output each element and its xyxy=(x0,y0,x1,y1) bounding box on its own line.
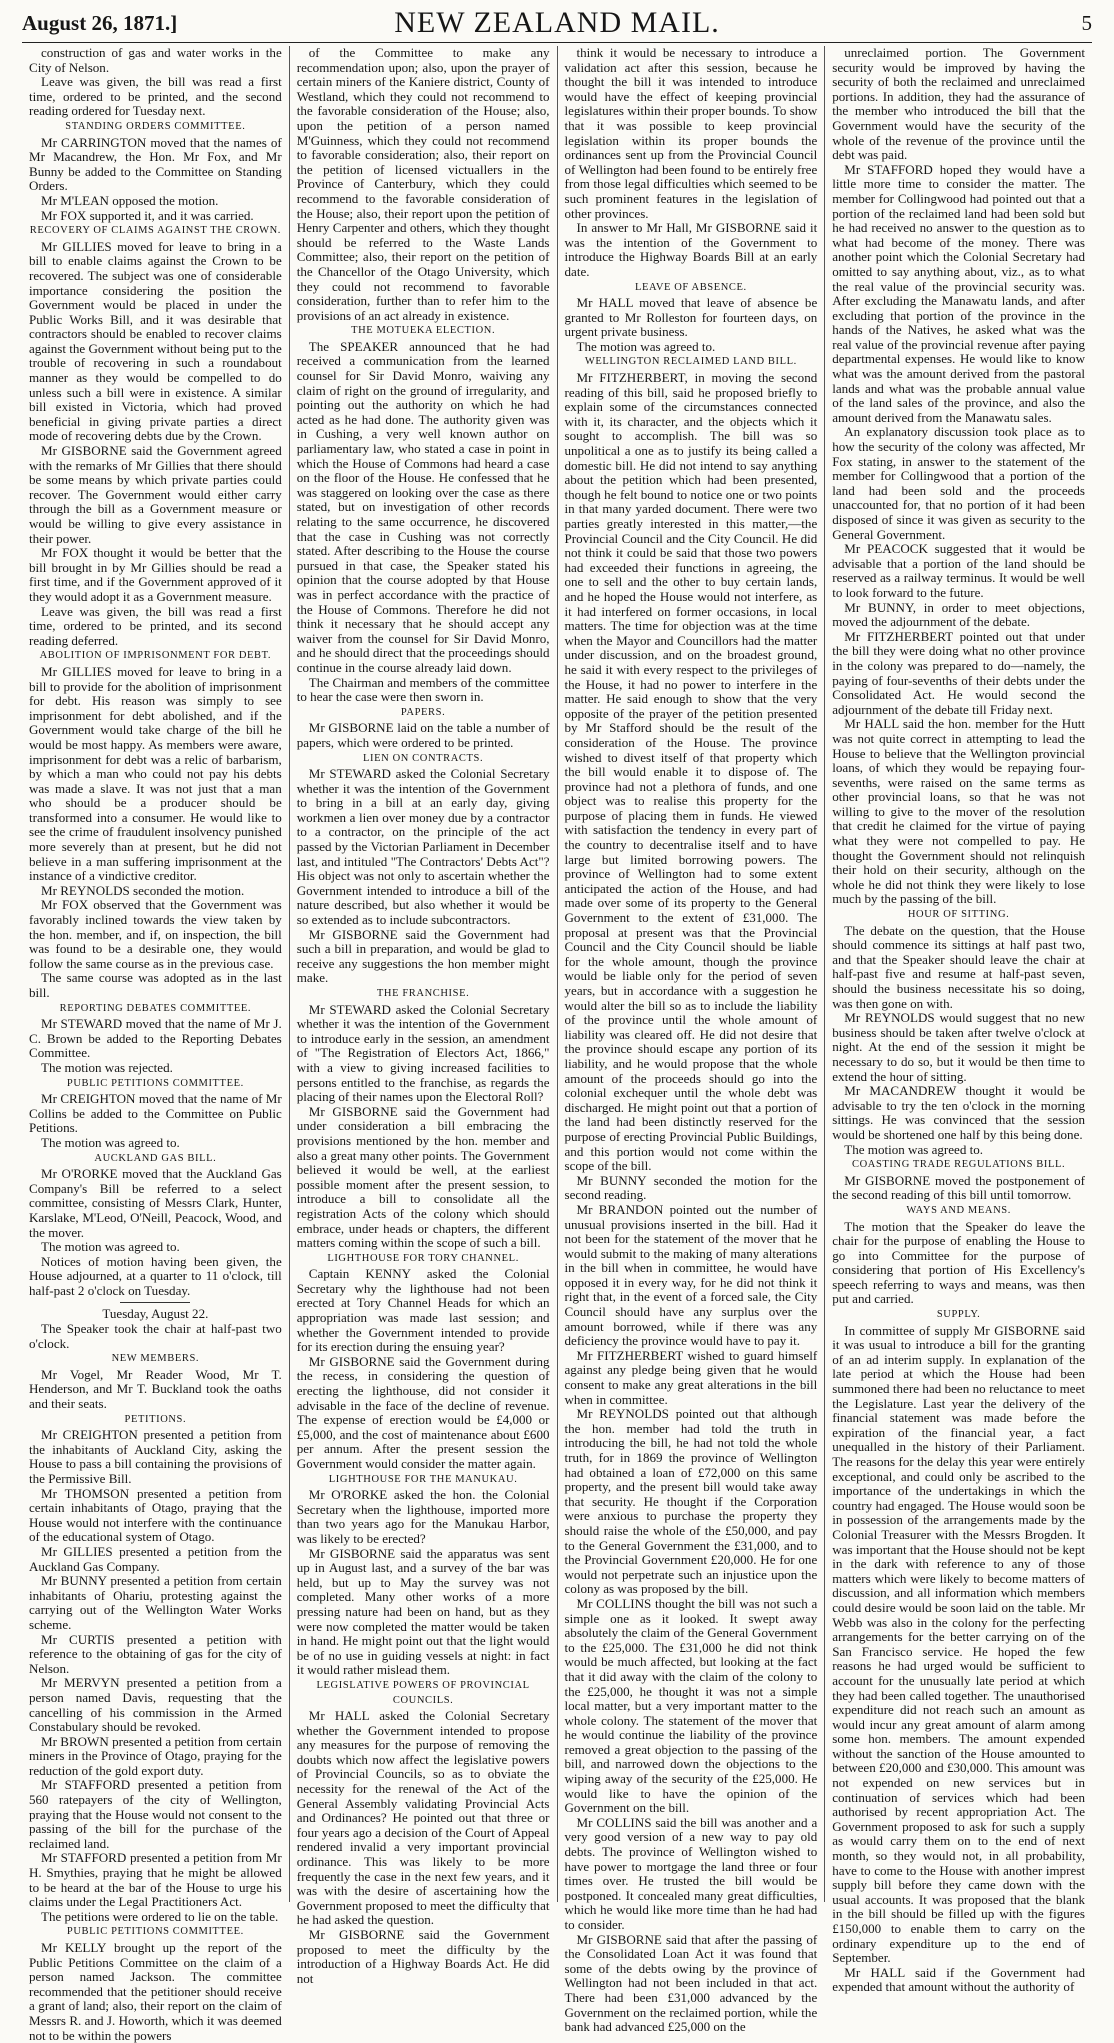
paragraph: Leave was given, the bill was read a first time, ordered to be printed, and the second reading ordered for Tuesday next. xyxy=(29,74,282,119)
paragraph: Mr STAFFORD presented a petition from 560 ratepayers of the city of Wellington, praying that the House would not consent to the passing of the bill for the purchase of the reclaimed land. xyxy=(29,1777,282,1851)
paragraph: Mr HALL said the hon. member for the Hutt was not quite correct in attempting to lead the House to believe that the Wellington provincial loans, of which they would be repaying four-sevenths, were raised on the same terms as other provincial loans, so that he was not willing to give to the mover of the resolution that credit he claimed for the virtue of paying what they were not compelled to pay. He thought the Government should not relinquish their hold on their security, although on the whole he did not think they were likely to lose much by the passing of the bill. xyxy=(832,716,1085,907)
paragraph: Mr MACANDREW thought it would be advisable to try the ten o'clock in the morning sittings. He was convinced that the session would be shortened one half by this being done. xyxy=(832,1083,1085,1142)
section-heading: LIGHTHOUSE FOR THE MANUKAU. xyxy=(328,1473,518,1485)
paragraph: Mr HALL moved that leave of absence be granted to Mr Rolleston for fourteen days, on urgent private business. xyxy=(564,295,818,340)
paragraph: Mr CARRINGTON moved that the names of Mr Macandrew, the Hon. Mr Fox, and Mr Bunny be added to the Committee on Standing Orders. xyxy=(29,134,282,194)
section-heading: LIGHTHOUSE FOR TORY CHANNEL. xyxy=(327,1252,519,1264)
section-heading: PETITIONS. xyxy=(124,1413,187,1425)
paragraph: Mr BRANDON pointed out the number of unusual provisions inserted in the bill. Had it not been for the statement of the mover that he would submit to the making of many alterations in the bill when in committee, he would have opposed it in every way, for he did not think it right that, in the event of a forced sale, the City Council should have any surplus over the amount borrowed, while if there was any deficiency the province would have to pay it. xyxy=(564,1201,818,1349)
paragraph: Mr BROWN presented a petition from certain miners in the Province of Otago, praying for the reduction of the gold export duty. xyxy=(29,1733,282,1778)
paragraph: Mr PEACOCK suggested that it would be advisable that a portion of the land should be reserved as a railway terminus. It would be well to look forward to the future. xyxy=(832,541,1085,600)
paragraph: Mr REYNOLDS would suggest that no new business should be taken after twelve o'clock at night. At the end of the session it might be necessary to do so, but it would be then time to extend the hour of sitting. xyxy=(832,1010,1085,1084)
paragraph: Mr CURTIS presented a petition with reference to the obtaining of gas for the city of Nelson. xyxy=(29,1631,282,1676)
paragraph: Mr CREIGHTON presented a petition from the inhabitants of Auckland City, asking the House to pass a bill containing the provisions of the Permissive Bill. xyxy=(29,1427,282,1486)
paragraph: Mr GISBORNE said the Government agreed with the remarks of Mr Gillies that there should be some means by which private parties could recover. The Government would either carry through the bill as a Government measure or would be willing to give every assistance in their power. xyxy=(29,443,282,546)
section-heading: PAPERS. xyxy=(400,706,446,718)
paragraph: Mr BUNNY presented a petition from certain inhabitants of Ohariu, protesting against the carrying out of the Wellington Water Works scheme. xyxy=(29,1573,282,1632)
paragraph: Mr FITZHERBERT wished to guard himself against any pledge being given that he would consent to make any great alterations in the bill when in committee. xyxy=(564,1347,818,1407)
column-3 xyxy=(558,45,826,2035)
paragraph: Mr GISBORNE said the Government had such a bill in preparation, and would be glad to receive any suggestions the hon member might make. xyxy=(296,926,550,986)
section-heading: RECOVERY OF CLAIMS AGAINST THE CROWN. xyxy=(29,225,282,237)
paragraph: construction of gas and water works in the City of Nelson. xyxy=(29,45,282,75)
paragraph: Mr BUNNY seconded the motion for the second reading. xyxy=(564,1172,818,1203)
paragraph: An explanatory discussion took place as to how the security of the colony was affected, Mr Fox stating, in answer to the statement of the member for Collingwood that a portion of the land had been sold and the proceeds unaccounted for, that no portion of it had been disposed of since it was given as security to the General Government. xyxy=(832,424,1085,542)
issue-date: August 26, 1871.] xyxy=(22,10,178,35)
masthead xyxy=(22,4,1092,43)
section-heading: WAYS AND MEANS. xyxy=(906,1204,1011,1216)
paragraph: think it would be necessary to introduce a validation act after this session, because he thought the bill it was intended to introduce would have the effect of keeping provincial legislatures within their proper bounds. To show that it was possible to keep provincial legislation within its proper bounds the ordinances sent up from the Provincial Council of Wellington had been found to be entirely free from those legal difficulties which seemed to be such prominent features in the legislation of other provinces. xyxy=(564,45,818,221)
paragraph: The Speaker took the chair at half-past two o'clock. xyxy=(29,1321,282,1351)
column-4 xyxy=(825,45,1092,1995)
section-heading: LIEN ON CONTRACTS. xyxy=(363,752,484,764)
section-heading: LEGISLATIVE POWERS OF PROVINCIAL COUNCILS. xyxy=(316,1679,530,1706)
column-2 xyxy=(290,45,558,1986)
paragraph: The motion was agreed to. xyxy=(844,1141,984,1157)
paragraph: Mr STEWARD moved that the name of Mr J. C. Brown be added to the Reporting Debates Committee. xyxy=(29,1016,282,1061)
paragraph: Mr GISBORNE said the Government had under consideration a bill embracing the provisions mentioned by the hon. member and also a great many other points. The Government believed it would be well, at the earliest possible moment after the present session, to introduce a bill to consolidate all the registration Acts of the colony which should embrace, under heads or chapters, the different matters coming within the scope of such a bill. xyxy=(296,1103,550,1251)
section-heading: ABOLITION OF IMPRISONMENT FOR DEBT. xyxy=(39,650,272,662)
paragraph: Mr M'LEAN opposed the motion. xyxy=(41,192,219,208)
page-number: 5 xyxy=(1081,10,1092,35)
paragraph: Mr GILLIES moved for leave to bring in a bill to provide for the abolition of imprisonment for debt. His reason was simply to see imprisonment for debt abolished, and if the Government would take charge of the bill he would be most happy. As members were aware, imprisonment for debt was a relic of barbarism, by which a man who could not pay his debts was made a slave. It was not just that a man who should be a producer should be transformed into a consumer. He would like to see the crime of fraudulent insolvency punished more severely than at present, but he did not believe in a man suffering imprisonment at the instance of a vindictive creditor. xyxy=(29,663,282,884)
section-heading: WELLINGTON RECLAIMED LAND BILL. xyxy=(584,356,797,368)
paragraph: Leave was given, the bill was read a first time, ordered to be printed, and its second reading deferred. xyxy=(29,603,282,648)
paragraph: unreclaimed portion. The Government security would be improved by having the security of both the reclaimed and unreclaimed portions. In addition, they had the assurance of the member who introduced the bill that the Government would have the security of the whole of the revenue of the province until the debt was paid. xyxy=(832,45,1085,163)
section-rule xyxy=(120,1302,190,1303)
paragraph: Mr STEWARD asked the Colonial Secretary whether it was the intention of the Government to introduce early in the session, an amendment of "The Registration of Electors Act, 1866," with a view to giving increased facilities to persons entitled to the franchise, as regards the placing of their names upon the Electoral Roll? xyxy=(296,1001,550,1105)
paragraph: Mr REYNOLDS seconded the motion. xyxy=(41,882,245,898)
paragraph: Mr GISBORNE said the apparatus was sent up in August last, and a survey of the bar was held, but up to May the survey was not completed. Many other works of a more pressing nature had been on hand, but as they were now completed the matter would be taken in hand. He might point out that the light would be of no use in guiding vessels at night: in fact it would rather mislead them. xyxy=(296,1545,550,1678)
paragraph: Mr REYNOLDS pointed out that although the hon. member had told the truth in introducing the bill, he had not told the whole truth, for in 1869 the province of Wellington had obtained a loan of £72,000 on this same property, and the present bill would take away that security. He thought if the Corporation were anxious to purchase the property they should raise the whole of the £50,000, and pay to the General Government the £31,000, and to the Provincial Government £20,000. He for one would not perpetrate such an injustice upon the colony as was proposed by the bill. xyxy=(564,1406,818,1597)
section-heading: SUPPLY. xyxy=(936,1309,981,1321)
paragraph: Mr HALL asked the Colonial Secretary whether the Government intended to propose any measures for the purpose of removing the doubts which now affect the legislative powers of Provincial Councils, so as to obviate the necessity for the renewal of the Act of the General Assembly validating Provincial Acts and Ordinances? He pointed out that three or four years ago a decision of the Court of Appeal rendered invalid a very important provincial ordinance. This was likely to be more frequently the case in the next few years, and it was with the desire of ascertaining how the Government proposed to meet the difficulty that he had asked the question. xyxy=(296,1708,550,1928)
paragraph: Mr FOX supported it, and it was carried. xyxy=(41,207,254,223)
paragraph: Mr GILLIES presented a petition from the Auckland Gas Company. xyxy=(29,1543,282,1574)
paragraph: Mr Vogel, Mr Reader Wood, Mr T. Henderson, and Mr T. Buckland took the oaths and their seats. xyxy=(29,1366,282,1412)
paragraph: Mr GISBORNE said that after the passing of the Consolidated Loan Act it was found that some of the debts owing by the province of Wellington had not been included in that act. There had been £31,000 advanced by the Government on the reclaimed portion, while the bank had advanced £25,000 on the xyxy=(564,1931,818,2035)
paragraph: Mr FITZHERBERT pointed out that under the bill they were doing what no other province in the colony was prepared to do—namely, the paying of four-sevenths of their debts under the Consolidated Act. He would second the adjournment of the debate till Friday next. xyxy=(832,628,1085,717)
section-heading: STANDING ORDERS COMMITTEE. xyxy=(65,120,246,132)
section-heading: NEW MEMBERS. xyxy=(111,1353,200,1365)
paragraph: Mr BUNNY, in order to meet objections, moved the adjournment of the debate. xyxy=(832,599,1085,630)
paragraph: Captain KENNY asked the Colonial Secretary why the lighthouse had not been erected at Tory Channel Heads for which an appropriation was made last session; and whether the Government intended to provide for its erection during the ensuing year? xyxy=(296,1266,550,1355)
paragraph: The Chairman and members of the committee to hear the case were then sworn in. xyxy=(296,674,550,705)
section-heading: COASTING TRADE REGULATIONS BILL. xyxy=(852,1159,1066,1171)
paragraph: Mr GILLIES moved for leave to bring in a bill to enable claims against the Crown to be recovered. The subject was one of considerable importance considering the position the Government would be placed in under the Public Works Bill, and it was desirable that contractors should be enabled to recover claims against the Government without being put to the trouble of recovering in such a roundabout manner as they would be compelled to do unless such a bill were in existence. A similar bill existed in Victoria, which had proved beneficial in giving private parties a direct mode of recovering debts due by the Crown. xyxy=(29,238,282,444)
section-heading: PUBLIC PETITIONS COMMITTEE. xyxy=(66,1077,244,1089)
paragraph: Mr FOX thought it would be better that the bill brought in by Mr Gillies should be read a first time, and if the Government approved of it they would adopt it as a Government measure. xyxy=(29,545,282,604)
paragraph: In committee of supply Mr GISBORNE said it was usual to introduce a bill for the granting of an ad interim supply. In explanation of the late period at which the House had been summoned there had been no reluctance to meet the Legislature. Last year the delivery of the financial statement was made before the expiration of the financial year, a fact unequalled in the history of their Parliament. The reasons for the delay this year were entirely exceptional, and could only be ascribed to the importance of the undertakings in which the country had engaged. The House would soon be in possession of the arrangements made by the Colonial Treasurer with the Messrs Brogden. It was important that the House should not be kept in the dark with reference to any of those matters which were likely to become matters of discussion, and all information which members could desire would be soon laid on the table. Mr Webb was also in the colony for the perfecting arrangements for the better carrying on of the San Francisco service. He hoped the few reasons he had urged would be sufficient to account for the unusually late period at which they had been called together. The unauthorised expenditure did not reach such an amount as would incur any great amount of alarm among some hon. members. The amount expended without the sanction of the House amounted to between £20,000 and £30,000. This amount was not expended on new services but in continuation of services which had been authorised by recent appropriation Act. The Government proposed to ask for such a supply as would carry them on to the end of next month, so they would not, in all probability, have to come to the House with another imprest supply bill before they came down with the usual accounts. It was proposed that the blank in the bill should be filled up with the figures £150,000 to enable them to carry on the ordinary expenditure up to the end of September. xyxy=(832,1322,1085,1966)
paragraph: Mr CREIGHTON moved that the name of Mr Collins be added to the Committee on Public Petitions. xyxy=(29,1091,282,1136)
paragraph: Mr O'RORKE asked the hon. the Colonial Secretary when the lighthouse, imported more than two years ago for the Manukau Harbor, was likely to be erected? xyxy=(296,1487,550,1546)
article-columns xyxy=(22,45,1092,2043)
paragraph: In answer to Mr Hall, Mr GISBORNE said it was the intention of the Government to introduce the Highway Boards Bill at an early date. xyxy=(564,220,818,279)
paragraph: Mr COLLINS thought the bill was not such a simple one as it looked. It swept away absolutely the claim of the General Government to the £25,000. The £31,000 he did not think would be much affected, but looking at the fact that it did away with the claim of the colony to the £25,000, he thought it was not a simple local matter, but a very important matter to the whole colony. The statement of the mover that he would continue the liability of the province removed a great objection to the passing of the bill, and narrowed down the objections to the wiping away of the security of the £25,000. He would like to have the opinion of the Government on the bill. xyxy=(564,1595,818,1816)
section-heading: AUCKLAND GAS BILL. xyxy=(94,1152,217,1164)
section-heading: THE FRANCHISE. xyxy=(376,988,470,999)
paragraph: Mr COLLINS said the bill was another and a very good version of a new way to pay old debts. The province of Wellington wished to have power to mortgage the land three or four times over. He trusted the bill would be postponed. It concealed many great difficulties, which he would like more time than he had had to consider. xyxy=(564,1814,818,1932)
paragraph: Mr GISBORNE moved the postponement of the second reading of this bill until tomorrow. xyxy=(832,1172,1085,1203)
paragraph: Mr STAFFORD presented a petition from Mr H. Smythies, praying that he might be allowed to be heard at the bar of the House to urge his claims under the Legal Practitioners Act. xyxy=(29,1850,282,1910)
paragraph: Mr GISBORNE laid on the table a number of papers, which were ordered to be printed. xyxy=(296,720,550,750)
paragraph: Mr FOX observed that the Government was favorably inclined towards the view taken by the hon. member, and if, on inspection, the bill was found to be a desirable one, they would follow the same course as in the previous case. xyxy=(29,897,282,971)
paragraph: Mr GISBORNE said the Government during the recess, in considering the question of erecting the lighthouse, did not consider it advisable in the face of the decline of revenue. The expense of erection would be £4,000 or £5,000, and the cost of maintenance about £600 per annum. After the present session the Government would consider the matter again. xyxy=(296,1353,550,1471)
paragraph: The motion was agreed to. xyxy=(41,1239,180,1255)
paragraph: The SPEAKER announced that he had received a communication from the learned counsel for Sir David Monro, waiving any claim of right on the ground of irregularity, and pointing out the authority on which he had acted as he had done. The authority given was in Cushing, a very well known author on parliamentary law, who stated a case in point in which the House of Commons had heard a case on the floor of the House. He confessed that he was staggered on looking over the case as there stated, but on investigation of other records relating to the same occurrence, he discovered that the case in Cushing was not correctly stated. After describing to the House the course pursued in that case, the Speaker stated his opinion that the course adopted by that House was in perfect accordance with the practice of the House of Commons. Therefore he did not think it necessary that he should accept any waiver from the counsel for Sir David Monro, and he should direct that the proceedings should continue in the course already laid down. xyxy=(296,338,550,675)
section-heading: PUBLIC PETITIONS COMMITTEE. xyxy=(66,1926,244,1938)
paragraph: Mr O'RORKE moved that the Auckland Gas Company's Bill be referred to a select committee, consisting of Messrs Clark, Hunter, Karslake, M'Leod, O'Neill, Peacock, Wood, and the mover. xyxy=(29,1166,282,1240)
paragraph: The motion that the Speaker do leave the chair for the purpose of enabling the House to go into Committee for the purpose of considering that portion of His Excellency's speech referring to ways and means, was then put and carried. xyxy=(832,1218,1085,1307)
sitting-date: Tuesday, August 22. xyxy=(102,1306,209,1322)
paragraph: Mr STEWARD asked the Colonial Secretary whether it was the intention of the Government to bring in a bill at an early day, giving workmen a lien over money due by a contractor to a contractor, on the principle of the act passed by the Victorian Parliament in December last, and intituled "The Contractors' Debts Act"? His object was not only to ascertain whether the Government intended to introduce a bill of the nature described, but also whether it would be so extended as to include subcontractors. xyxy=(296,766,550,928)
paragraph: The motion was agreed to. xyxy=(41,1134,180,1150)
section-heading: THE MOTUEKA ELECTION. xyxy=(351,325,496,337)
paragraph: Mr MERVYN presented a petition from a person named Davis, requesting that the cancelling of his commission in the Armed Constabulary should be revoked. xyxy=(29,1675,282,1735)
newspaper-title: NEW ZEALAND MAIL. xyxy=(394,6,720,39)
paragraph: The debate on the question, that the House should commence its sittings at half past two, and that the Speaker should leave the chair at half-past five and resume at half-past seven, should the business necessitate his so doing, was then gone on with. xyxy=(832,922,1085,1011)
section-heading: HOUR OF SITTING. xyxy=(907,909,1010,921)
paragraph: Mr KELLY brought up the report of the Public Petitions Committee on the claim of a person named Jackson. The committee recommended that the petitioner should receive a grant of land; also, their report on the claim of Messrs R. and J. Howorth, which it was deemed not to be within the powers xyxy=(29,1940,282,2043)
paragraph: The petitions were ordered to lie on the table. xyxy=(41,1908,279,1924)
paragraph: Mr FITZHERBERT, in moving the second reading of this bill, said he proposed briefly to explain some of the circumstances connected with it, its character, and the objects which it sought to accomplish. The bill was so unpolitical a one as to justify its being called a domestic bill. He did not intend to say anything about the petition which had been presented, though he felt bound to notice one or two points in that many yarded document. There were two parties greatly interested in this matter,—the Provincial Council and the City Council. He did not think it could be said that those two powers had exceeded their functions in agreeing, the one to sell and the other to buy certain lands, and he hoped the House would not interfere, as it had interfered on former occasions, in local matters. The time for objection was at the time when the Mayor and Councillors had the matter under discussion, and on the broadest ground, he said it with every respect to the privileges of the House, it had no power to interfere in the matter. He said enough to show that the very opposite of the prayer of the petition presented by Mr Stafford should be the result of the consideration of the House. The province wished to divest itself of that property which the bill would enable it to dispose of. The province had not a plethora of funds, and one object was to realise this property for the purpose of placing them in funds. He viewed with satisfaction the tendency in every part of the country to decentralise itself and to have large but limited borrowing powers. The province of Wellington had to some extent anticipated the action of the House, and had made over some of its property to the General Government to the extent of £31,000. The proposal at present was that the Provincial Council and the City Council should be liable for the whole amount, though the province would be liable only for the period of seven years, but in accordance with a suggestion he would alter the bill so as to include the liability of the province until the whole amount of liability was cleared off. He did not desire that the province should escape any portion of its liability, and he would propose that the whole amount of the proceeds should go into the colonial exchequer until the whole debt was discharged. He might point out that a portion of the land had been distinctly reserved for the purpose of erecting Provincial Public Buildings, and this portion would not come within the scope of the bill. xyxy=(564,370,818,1174)
paragraph: Mr STAFFORD hoped they would have a little more time to consider the matter. The member for Collingwood had pointed out that a portion of the reclaimed land had been sold but he had received no answer to the question as to what had become of the money. There was another point which the Colonial Secretary had omitted to say anything about, viz., as to what the real value of the provincial security was. After excluding the Manawatu lands, and after excluding that portion of the province in the hands of the Natives, he asked what was the real value of the provincial revenue after paying departmental expenses. He would like to know what was the amount derived from the pastoral lands and what was the probable annual value of the land sales of the province, and also the amount derived from the Manawatu sales. xyxy=(832,161,1085,425)
paragraph: Mr GISBORNE said the Government proposed to meet the difficulty by the introduction of a Highway Boards Act. He did not xyxy=(296,1927,550,1986)
paragraph: The motion was agreed to. xyxy=(576,338,716,354)
paragraph: Notices of motion having been given, the House adjourned, at a quarter to 11 o'clock, till half-past 2 o'clock on Tuesday. xyxy=(29,1253,282,1298)
paragraph: of the Committee to make any recommendation upon; also, upon the prayer of certain miners of the Kaniere district, County of Westland, which they could not recommend to the favorable consideration of the House; also, upon the petition of a person named M'Guinness, which they could not recommend to favorable consideration; also, their report on the petition of licensed victuallers in the Province of Canterbury, which they could recommend to the favorable consideration of the House; also, their report upon the petition of Henry Carpenter and others, which they thought should be referred to the Waste Lands Committee; also, their report on the petition of the Chancellor of the Otago University, which they could not recommend to favorable consideration, further than to refer him to the provisions of an act already in existence. xyxy=(296,45,550,323)
paragraph: The same course was adopted as in the last bill. xyxy=(29,970,282,1000)
paragraph: Mr HALL said if the Government had expended that amount without the authority of xyxy=(832,1964,1085,1995)
column-1 xyxy=(22,45,290,2043)
paragraph: The motion was rejected. xyxy=(41,1059,173,1075)
section-heading: REPORTING DEBATES COMMITTEE. xyxy=(59,1002,252,1014)
section-heading: LEAVE OF ABSENCE. xyxy=(634,281,747,293)
paragraph: Mr THOMSON presented a petition from certain inhabitants of Otago, praying that the House would not interfere with the continuance of the educational system of Otago. xyxy=(29,1485,282,1545)
